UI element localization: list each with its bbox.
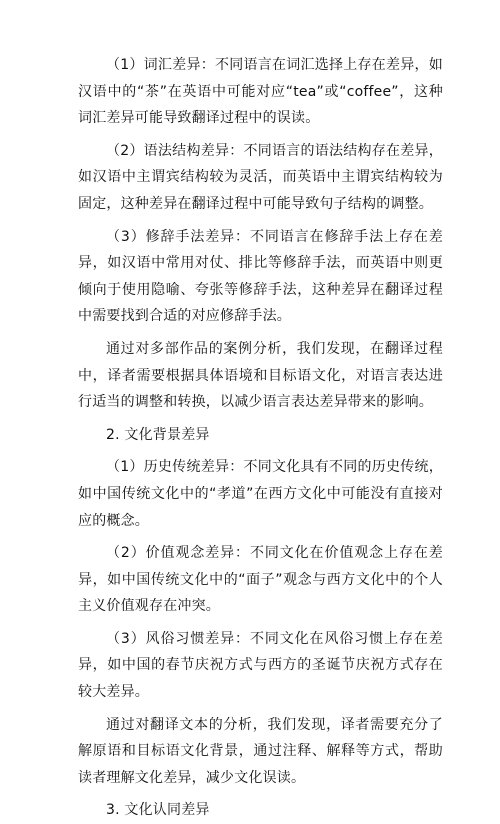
- paragraph-case-analysis-culture: 通过对翻译文本的分析，我们发现，译者需要充分了解原语和目标语文化背景，通过注释、解释等方式，帮助读者理解文化差异，减少文化误读。: [78, 716, 443, 786]
- paragraph-history-tradition: （1）历史传统差异：不同文化具有不同的历史传统，如中国传统文化中的“孝道”在西方文化中可能没有直接对应的概念。: [78, 459, 443, 529]
- section-heading-cultural-background: 2. 文化背景差异: [106, 426, 210, 443]
- paragraph-values-difference: （2）价值观念差异：不同文化在价值观念上存在差异，如中国传统文化中的“面子”观念与西方文化中的个人主义价值观存在冲突。: [78, 545, 443, 615]
- paragraph-rhetoric-difference: （3）修辞手法差异：不同语言在修辞手法上存在差异，如汉语中常用对仗、排比等修辞手法，而英语中则更倾向于使用隐喻、夸张等修辞手法，这种差异在翻译过程中需要找到合适的对应修辞手法。: [78, 228, 443, 325]
- section-heading-cultural-identity: 3. 文化认同差异: [106, 802, 210, 819]
- paragraph-case-analysis-language: 通过对多部作品的案例分析，我们发现，在翻译过程中，译者需要根据具体语境和目标语文化，对语言表达进行适当的调整和转换，以减少语言表达差异带来的影响。: [78, 340, 443, 411]
- document-body: [78, 52, 443, 824]
- paragraph-customs-difference: （3）风俗习惯差异：不同文化在风俗习惯上存在差异，如中国的春节庆祝方式与西方的圣诞节庆祝方式存在较大差异。: [78, 630, 443, 701]
- paragraph-vocabulary-difference: （1）词汇差异：不同语言在词汇选择上存在差异，如汉语中的“茶”在英语中可能对应“tea”或“coffee”，这种词汇差异可能导致翻译过程中的误读。: [78, 57, 443, 127]
- paragraph-grammar-difference: （2）语法结构差异：不同语言的语法结构存在差异，如汉语中主谓宾结构较为灵活，而英语中主谓宾结构较为固定，这种差异在翻译过程中可能导致句子结构的调整。: [78, 142, 443, 212]
